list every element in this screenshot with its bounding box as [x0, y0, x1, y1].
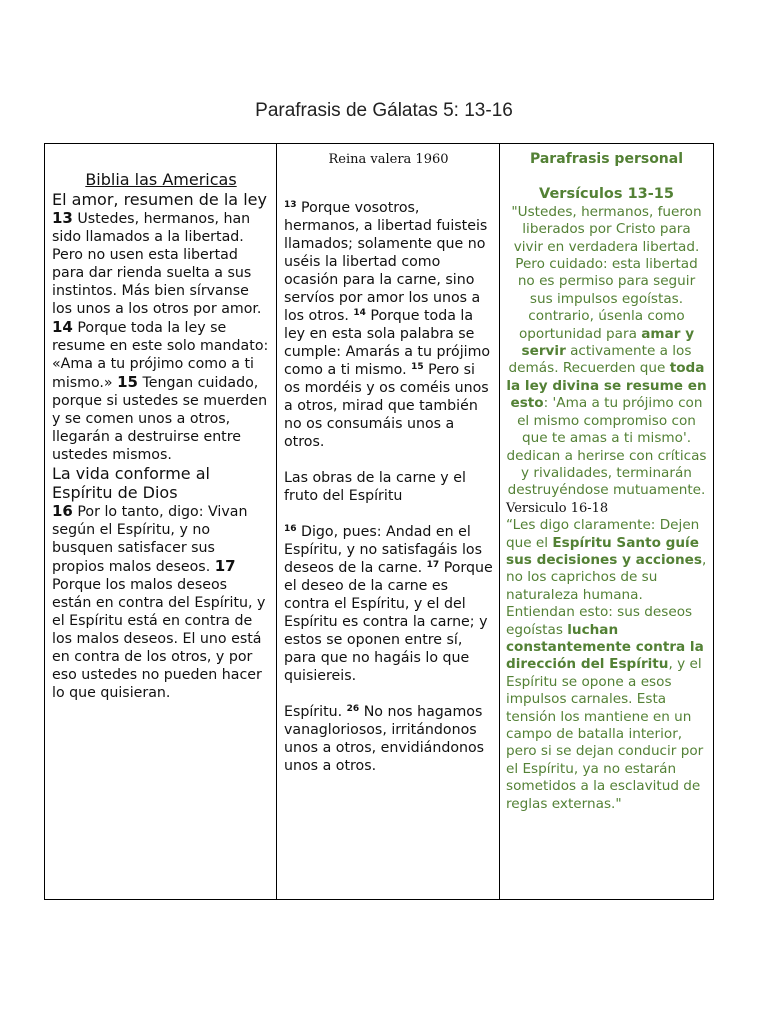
column-heading: Parafrasis personal [529, 151, 684, 167]
verse-number: 16 [52, 502, 73, 520]
verse-text: Porque vosotros, hermanos, a libertad fuisteis llamados; solamente que no uséis la libertad como ocasión para la carne, sino servíos por amor los unos a los otros. [284, 200, 488, 324]
verse-text: Porque los malos deseos están en contra del Espíritu, y el Espíritu está en contra de los malos deseos. El uno está en contra de los otros, y por eso ustedes no pueden hacer lo que quisieran. [52, 577, 266, 701]
verse-number: 13 [284, 200, 297, 210]
verse-number: 14 [353, 308, 366, 318]
paraphrase-paragraph [506, 517, 707, 813]
verse-text: Tengan cuidado, porque si ustedes se muerden y se comen unos a otros, llegarán a destruirse entre ustedes mismos. [52, 375, 268, 463]
verse-number: 15 [117, 373, 138, 391]
verse-text: Porque el deseo de la carne es contra el Espíritu, y el del Espíritu es contra la carne; y estos se oponen entre sí, para que no hagáis lo que quisiereis. [284, 560, 493, 684]
paraphrase-paragraph [506, 204, 707, 500]
verse-number: 26 [346, 704, 360, 714]
paraphrase-text: “Les digo claramente: Dejen que el [506, 517, 700, 551]
column-biblia-americas [45, 144, 277, 900]
verse-text: Por lo tanto, digo: Vivan según el Espíritu, y no busquen satisfacer sus propios malos deseos. [52, 504, 248, 575]
verse-text: No nos hagamos vanagloriosos, irritándonos unos a otros, envidiándonos unos a otros. [284, 704, 485, 774]
verse-block [284, 199, 493, 451]
paraphrase-text: , no los caprichos de su naturaleza humana. Entiendan esto: sus deseos egoístas [506, 551, 707, 638]
section-heading: La vida conforme al Espíritu de Dios [52, 464, 210, 502]
paraphrase-text: activamente a los demás. Recuerden que [508, 343, 692, 377]
verse-text: Porque toda la ley en esta sola palabra se cumple: Amarás a tu prójimo como a ti mismo. [284, 308, 491, 378]
section-heading: Versículos 13-15 [539, 186, 674, 203]
verse-block [284, 523, 493, 685]
paraphrase-text: "Ustedes, hermanos, fueron liberados por Cristo para vivir en verdadera libertad. Pero cuidado: esta libertad no es permiso para seguir sus impulsos egoístas. contrario, úsenla como oportunidad para [511, 203, 702, 342]
emphasis-text: Espíritu Santo guíe sus decisiones y acciones [506, 534, 702, 568]
verse-number: 15 [411, 362, 424, 372]
column-reina-valera [277, 144, 500, 900]
verse-number: 17 [214, 557, 236, 575]
verse-text: Digo, pues: Andad en el Espíritu, y no satisfagáis los deseos de la carne. [284, 524, 482, 576]
column-parafrasis-personal [500, 144, 714, 900]
paraphrase-text: , y el Espíritu se opone a esos impulsos carnales. Esta tensión los mantiene en un campo de batalla interior, pero si se dejan conducir por el Espíritu, ya no estarán sometidos a la esclavitud de reglas externas." [506, 656, 704, 812]
verse-text: Porque toda la ley se resume en este solo mandato: «Ama a tu prójimo como a ti mismo.» [52, 320, 269, 391]
section-heading: El amor, resumen de la ley [52, 190, 267, 209]
section-heading: Versiculo 16-18 [506, 500, 609, 516]
verse-number: 17 [426, 560, 440, 570]
column-heading: Biblia las Americas [85, 170, 237, 189]
emphasis-text: toda la ley divina se resume en esto [506, 360, 707, 412]
verse-text: Pero si os mordéis y os coméis unos a otros, mirad que también no os consumáis unos a otros. [284, 362, 489, 450]
verse-block [52, 209, 270, 464]
verse-number: 13 [52, 209, 73, 227]
emphasis-text: amar y servir [521, 325, 695, 360]
verse-block [284, 703, 493, 775]
verse-number: 16 [284, 524, 297, 534]
verse-number: 14 [52, 318, 73, 336]
verse-text: Espíritu. [284, 704, 347, 720]
page-title: Parafrasis de Gálatas 5: 13-16 [255, 100, 513, 121]
emphasis-text: luchan constantemente contra la dirección del Espíritu [506, 621, 704, 673]
paraphrase-text: : 'Ama a tu prójimo con el mismo compromiso con que te amas a ti mismo'. dedican a herirse con críticas y rivalidades, terminarán destruyéndose mutuamente. [506, 395, 707, 499]
comparison-table [44, 143, 714, 900]
column-heading: Reina valera 1960 [328, 152, 449, 167]
section-heading: Las obras de la carne y el fruto del Espíritu [284, 470, 466, 504]
verse-block [52, 502, 270, 702]
verse-text: Ustedes, hermanos, han sido llamados a la libertad. Pero no usen esta libertad para dar rienda suelta a sus instintos. Más bien sírvanse los unos a los otros por amor. [52, 211, 262, 317]
